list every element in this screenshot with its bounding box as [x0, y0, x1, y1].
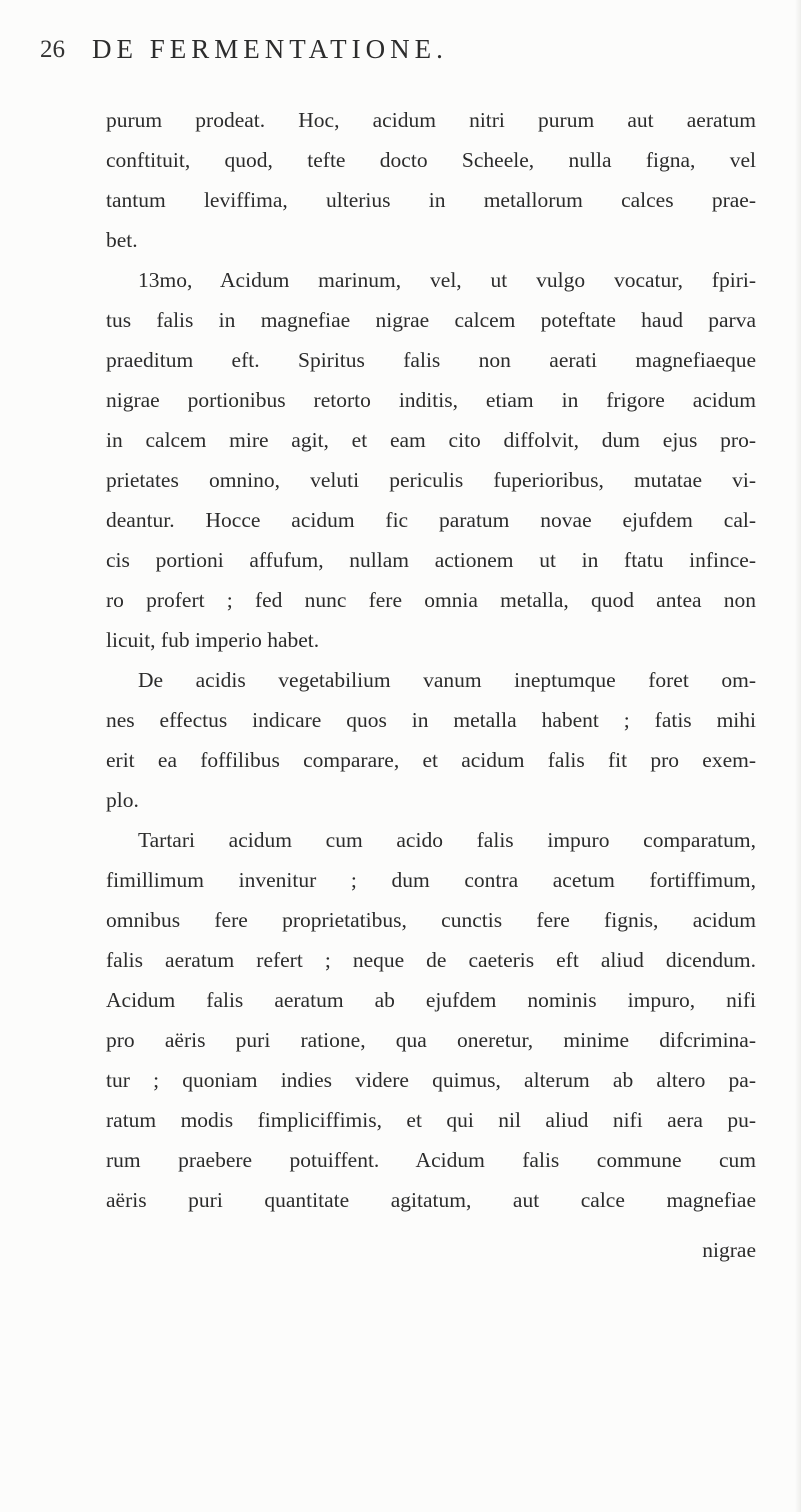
page-edge-shadow	[795, 0, 801, 1512]
text-line: conftituit, quod, tefte docto Scheele, nulla figna, vel	[106, 148, 756, 172]
text-line: nigrae portionibus retorto inditis, etiam in frigore acidum	[106, 388, 756, 412]
text-line: Tartari acidum cum acido falis impuro comparatum,	[138, 828, 756, 852]
text-line: Acidum falis aeratum ab ejufdem nominis impuro, nifi	[106, 988, 756, 1012]
text-line: praeditum eft. Spiritus falis non aerati magnefiaeque	[106, 348, 756, 372]
text-line: pro aëris puri ratione, qua oneretur, minime difcrimina-	[106, 1028, 756, 1052]
text-line: prietates omnino, veluti periculis fuperioribus, mutatae vi-	[106, 468, 756, 492]
text-line: aëris puri quantitate agitatum, aut calce magnefiae	[106, 1188, 756, 1212]
text-line: ratum modis fimpliciffimis, et qui nil aliud nifi aera pu-	[106, 1108, 756, 1132]
text-line: cis portioni affufum, nullam actionem ut in ftatu infince-	[106, 548, 756, 572]
page-header	[0, 30, 801, 70]
text-line: rum praebere potuiffent. Acidum falis commune cum	[106, 1148, 756, 1172]
text-line: ro profert ; fed nunc fere omnia metalla, quod antea non	[106, 588, 756, 612]
text-line: in calcem mire agit, et eam cito diffolvit, dum ejus pro-	[106, 428, 756, 452]
text-line: De acidis vegetabilium vanum ineptumque foret om-	[138, 668, 756, 692]
text-line: fimillimum invenitur ; dum contra acetum fortiffimum,	[106, 868, 756, 892]
running-head: DE FERMENTATIONE.	[92, 34, 448, 64]
text-line: deantur. Hocce acidum fic paratum novae ejufdem cal-	[106, 508, 756, 532]
text-line: purum prodeat. Hoc, acidum nitri purum aut aeratum	[106, 108, 756, 132]
text-line: nes effectus indicare quos in metalla habent ; fatis mihi	[106, 708, 756, 732]
text-line: tus falis in magnefiae nigrae calcem poteftate haud parva	[106, 308, 756, 332]
text-line: licuit, fub imperio habet.	[106, 628, 320, 652]
text-line: 13mo, Acidum marinum, vel, ut vulgo vocatur, fpiri-	[138, 268, 756, 292]
text-line: tur ; quoniam indies videre quimus, alterum ab altero pa-	[106, 1068, 756, 1092]
text-line: plo.	[106, 788, 139, 812]
catchword: nigrae	[702, 1238, 756, 1262]
text-line: falis aeratum refert ; neque de caeteris eft aliud dicendum.	[106, 948, 756, 972]
text-line: tantum leviffima, ulterius in metallorum calces prae-	[106, 188, 756, 212]
text-line: omnibus fere proprietatibus, cunctis fere fignis, acidum	[106, 908, 756, 932]
text-line: erit ea foffilibus comparare, et acidum falis fit pro exem-	[106, 748, 756, 772]
text-line: bet.	[106, 228, 138, 252]
page-number: 26	[40, 36, 65, 63]
